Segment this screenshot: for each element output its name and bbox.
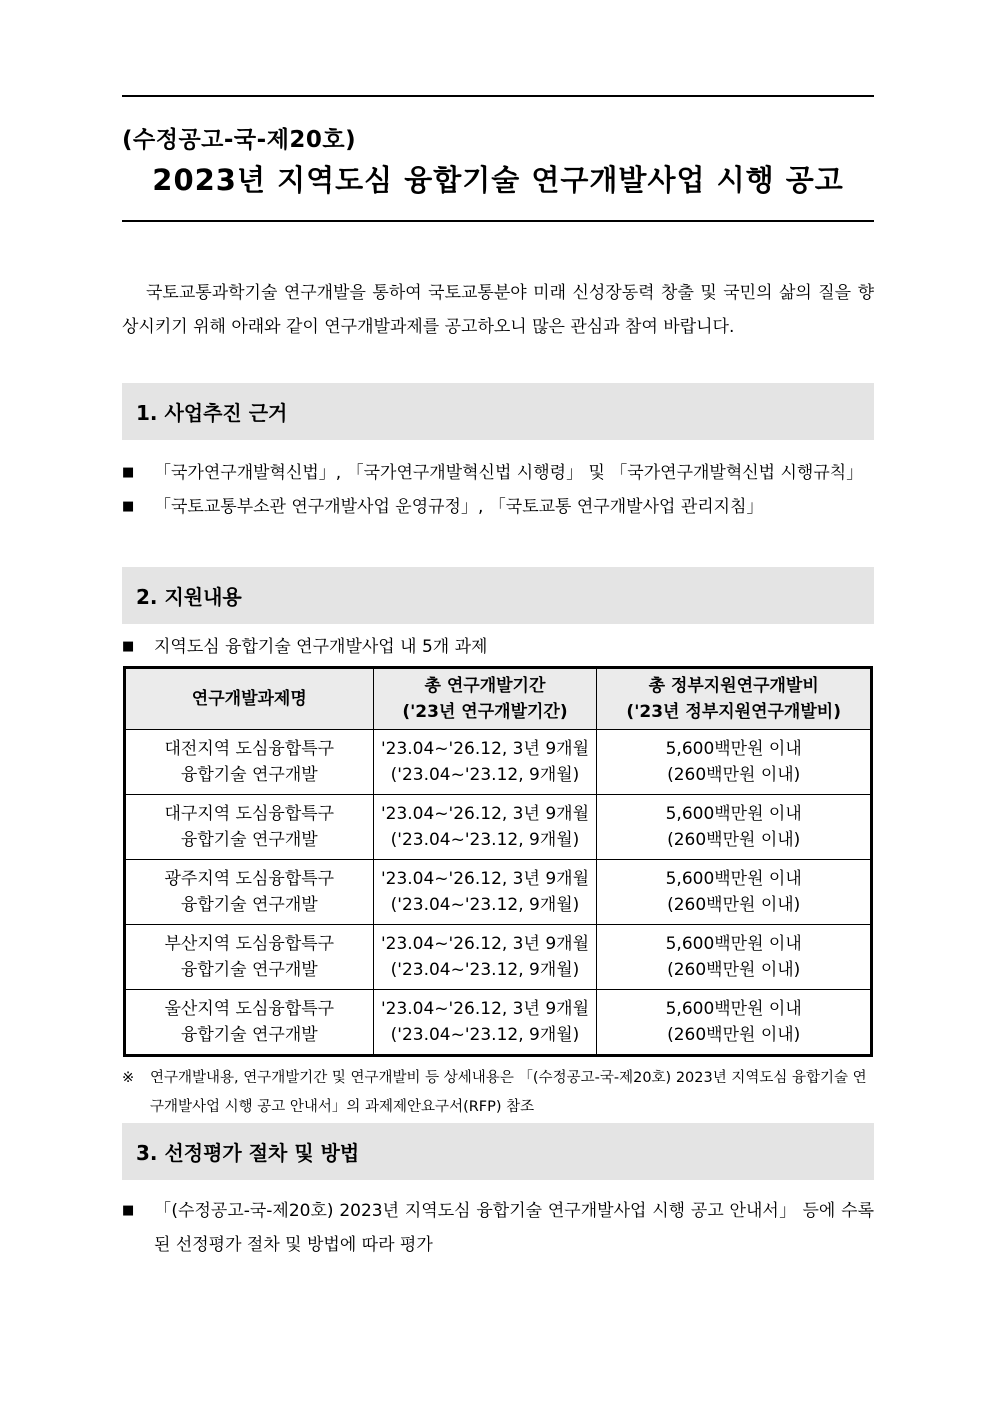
cell-line: '23.04~'26.12, 3년 9개월 [380, 934, 589, 954]
bullet-square-icon: ■ [122, 639, 135, 654]
cell-line: 융합기술 연구개발 [180, 765, 318, 785]
section-basis-list [122, 456, 874, 524]
header-line: 연구개발과제명 [191, 689, 307, 709]
cell-period [373, 990, 597, 1055]
cell-line: 융합기술 연구개발 [180, 830, 318, 850]
column-header-budget [597, 669, 871, 730]
project-table [125, 668, 871, 1055]
intro-text: 국토교통과학기술 연구개발을 통하여 국토교통분야 미래 신성장동력 창출 및 국민의 삶의 질을 향상시키기 위해 아래와 같이 연구개발과제를 공고하오니 많은 관심과 참여 바랍니다. [122, 283, 874, 337]
cell-project-name [126, 925, 374, 990]
announcement-number: (수정공고-국-제20호) [122, 127, 357, 153]
cell-line: ('23.04~'23.12, 9개월) [390, 765, 580, 785]
cell-line: ('23.04~'23.12, 9개월) [390, 895, 580, 915]
cell-line: 대구지역 도심융합특구 [164, 804, 335, 824]
footnote-text: 연구개발내용, 연구개발기간 및 연구개발비 등 상세내용은 「(수정공고-국-제20호) 2023년 지역도심 융합기술 연구개발사업 시행 공고 안내서」의 과제제안요구서(RFP) 참조 [150, 1070, 867, 1115]
cell-project-name [126, 860, 374, 925]
table-row [126, 990, 871, 1055]
list-item [122, 490, 874, 524]
cell-budget [597, 730, 871, 795]
section-heading-label: 1. 사업추진 근거 [136, 401, 288, 425]
page-title: 2023년 지역도심 융합기술 연구개발사업 시행 공고 [152, 163, 844, 197]
cell-line: 울산지역 도심융합특구 [164, 999, 335, 1019]
cell-line: 5,600백만원 이내 [665, 869, 802, 889]
cell-period [373, 795, 597, 860]
cell-period [373, 860, 597, 925]
cell-budget [597, 990, 871, 1055]
section-heading-evaluation [122, 1123, 874, 1180]
header-line: ('23년 연구개발기간) [402, 702, 568, 722]
title-bottom-rule [122, 220, 874, 222]
intro-paragraph [122, 276, 874, 344]
section-support-list [122, 630, 874, 664]
section-heading-support [122, 567, 874, 624]
cell-line: 5,600백만원 이내 [665, 934, 802, 954]
column-header-period [373, 669, 597, 730]
cell-line: 융합기술 연구개발 [180, 1025, 318, 1045]
top-rule [122, 95, 874, 97]
list-item-text: 「(수정공고-국-제20호) 2023년 지역도심 융합기술 연구개발사업 시행 공고 안내서」 등에 수록된 선정평가 절차 및 방법에 따라 평가 [154, 1201, 874, 1255]
cell-line: ('23.04~'23.12, 9개월) [390, 960, 580, 980]
cell-line: '23.04~'26.12, 3년 9개월 [380, 739, 589, 759]
section-heading-label: 3. 선정평가 절차 및 방법 [136, 1141, 360, 1165]
cell-line: (260백만원 이내) [667, 895, 801, 915]
cell-line: 융합기술 연구개발 [180, 895, 318, 915]
cell-line: 융합기술 연구개발 [180, 960, 318, 980]
cell-line: 5,600백만원 이내 [665, 739, 802, 759]
list-item-text: 「국토교통부소관 연구개발사업 운영규정」, 「국토교통 연구개발사업 관리지침」 [154, 497, 764, 517]
cell-line: 5,600백만원 이내 [665, 999, 802, 1019]
table-row [126, 730, 871, 795]
cell-line: (260백만원 이내) [667, 960, 801, 980]
cell-line: (260백만원 이내) [667, 1025, 801, 1045]
cell-project-name [126, 795, 374, 860]
cell-line: (260백만원 이내) [667, 765, 801, 785]
cell-period [373, 925, 597, 990]
cell-budget [597, 860, 871, 925]
table-row [126, 925, 871, 990]
cell-project-name [126, 730, 374, 795]
bullet-square-icon: ■ [122, 499, 135, 514]
cell-line: (260백만원 이내) [667, 830, 801, 850]
header-line: ('23년 정부지원연구개발비) [626, 702, 841, 722]
list-item [122, 456, 874, 490]
cell-line: 대전지역 도심융합특구 [164, 739, 335, 759]
bullet-square-icon: ■ [122, 465, 135, 480]
list-item-text: 「국가연구개발혁신법」, 「국가연구개발혁신법 시행령」 및 「국가연구개발혁신법 시행규칙」 [154, 463, 864, 483]
cell-line: 5,600백만원 이내 [665, 804, 802, 824]
reference-mark-icon: ※ [122, 1070, 135, 1086]
table-footnote [122, 1064, 874, 1122]
header-line: 총 정부지원연구개발비 [648, 676, 819, 696]
table-row [126, 860, 871, 925]
table-header-row [126, 669, 871, 730]
cell-budget [597, 925, 871, 990]
cell-period [373, 730, 597, 795]
cell-line: '23.04~'26.12, 3년 9개월 [380, 804, 589, 824]
list-item [122, 630, 874, 664]
section-evaluation-list [122, 1194, 874, 1262]
list-item [122, 1194, 874, 1262]
section-heading-basis [122, 383, 874, 440]
cell-line: '23.04~'26.12, 3년 9개월 [380, 869, 589, 889]
list-item-text: 지역도심 융합기술 연구개발사업 내 5개 과제 [154, 637, 488, 657]
cell-line: 광주지역 도심융합특구 [164, 869, 335, 889]
cell-budget [597, 795, 871, 860]
cell-line: 부산지역 도심융합특구 [164, 934, 335, 954]
column-header-project-name [126, 669, 374, 730]
cell-line: ('23.04~'23.12, 9개월) [390, 1025, 580, 1045]
section-heading-label: 2. 지원내용 [136, 585, 242, 609]
header-line: 총 연구개발기간 [424, 676, 546, 696]
cell-line: '23.04~'26.12, 3년 9개월 [380, 999, 589, 1019]
cell-project-name [126, 990, 374, 1055]
table-row [126, 795, 871, 860]
cell-line: ('23.04~'23.12, 9개월) [390, 830, 580, 850]
bullet-square-icon: ■ [122, 1203, 135, 1218]
